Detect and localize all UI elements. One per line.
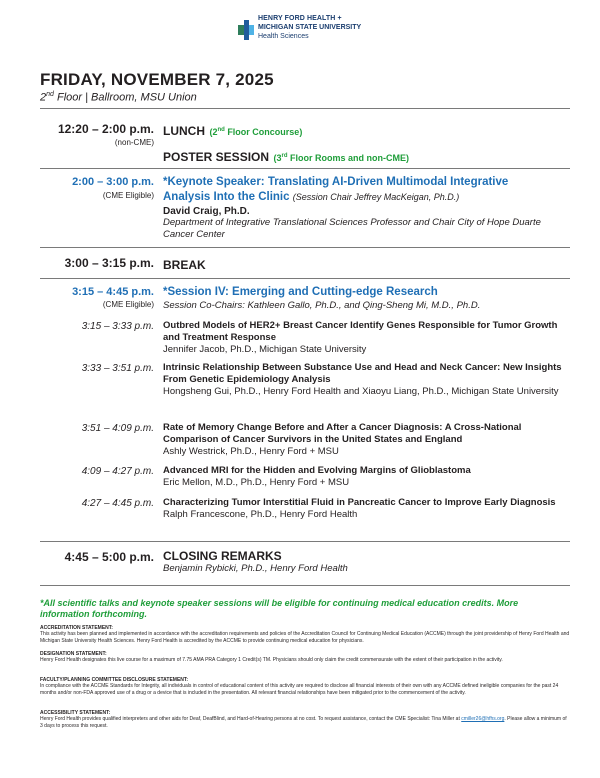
talk-title: Advanced MRI for the Hidden and Evolving Margins of Glioblastoma [163,465,471,476]
keynote-title: *Keynote Speaker: Translating AI-Driven Multimodal Integrative Analysis Into the Clinic (Session Chair Jeffrey MacKeigan, Ph.D.) [163,176,509,203]
email-link[interactable]: cmiller26@hfhs.org [461,716,505,722]
statement-body: Henry Ford Health provides qualified interpreters and other aids for Deaf, DeafBlind, and Hard-of-Hearing persons at no cost. To request assistance, contact the CME Specialist: Tina Miller at cmiller26@hfhs.org. Please allow a minimum of 3 days to process this request. [40,716,567,729]
session-note: (CME Eligible) [102,300,154,309]
disclosure-statement [40,677,570,696]
talk-title: Rate of Memory Change Before and After a Cancer Diagnosis: A Cross-National Comparison of Cancer Survivors in the United States and England [163,422,522,445]
talk-time: 3:15 – 3:33 p.m. [81,321,154,332]
logo-mark-icon [238,20,254,40]
day-title: FRIDAY, NOVEMBER 7, 2025 [40,70,274,89]
talk-item [163,465,563,489]
talk-item [163,497,563,521]
location: 2nd Floor | Ballroom, MSU Union [40,91,197,104]
talk-time: 4:27 – 4:45 p.m. [81,498,154,509]
talk-time: 3:51 – 4:09 p.m. [81,423,154,434]
session-block [163,285,563,312]
statement-heading: FACULTY/PLANNING COMMITTEE DISCLOSURE STATEMENT: [40,677,189,683]
divider [40,108,570,109]
talk-time: 4:09 – 4:27 p.m. [81,466,154,477]
poster-heading [163,148,563,166]
accessibility-statement [40,710,570,729]
session-time: 3:15 – 4:45 p.m. [72,286,154,298]
break-title: BREAK [163,258,206,272]
talk-item [163,320,563,356]
session-chairs: Session Co-Chairs: Kathleen Gallo, Ph.D., and Qing-Sheng Mi, M.D., Ph.D. [163,300,481,311]
talk-item [163,362,563,398]
logo-line-2: MICHIGAN STATE UNIVERSITY [258,24,362,31]
statement-heading: DESIGNATION STATEMENT: [40,651,107,657]
lunch-location: (2nd Floor Concourse) [209,127,303,137]
divider [40,168,570,169]
talk-title: Characterizing Tumor Interstitial Fluid in Pancreatic Cancer to Improve Early Diagnosis [163,497,556,508]
accreditation-statement [40,625,570,644]
statement-heading: ACCREDITATION STATEMENT: [40,625,113,631]
talk-title: Intrinsic Relationship Between Substance Use and Head and Neck Cancer: New Insights From Genetic Epidemiology Analysis [163,362,562,385]
logo [238,14,361,41]
talk-speaker: Eric Mellon, M.D., Ph.D., Henry Ford + MSU [163,477,350,488]
talk-time: 3:33 – 3:51 p.m. [81,363,154,374]
break-time: 3:00 – 3:15 p.m. [64,256,154,270]
divider [40,585,570,586]
keynote-chair: (Session Chair Jeffrey MacKeigan, Ph.D.) [292,192,460,202]
statement-body: This activity has been planned and implemented in accordance with the accreditation requirements and policies of the Accreditation Council for Continuing Medical Education (ACCME) through the joint providership of Henry Ford Health and Michigan State University Health Sciences. Henry Ford Health is accredited by the ACCME to provide continuing medical education for physicians. [40,631,570,644]
talk-speaker: Ashly Westrick, Ph.D., Henry Ford + MSU [163,446,339,457]
poster-location: (3rd Floor Rooms and non-CME) [273,153,409,163]
keynote-speaker: David Craig, Ph.D. [163,206,250,217]
logo-text [258,14,361,41]
designation-statement [40,651,570,664]
keynote-affiliation: Department of Integrative Translational Sciences Professor and Chair City of Hope Duarte Cancer Center [163,217,541,240]
divider [40,247,570,248]
talk-item [163,422,563,458]
talk-speaker: Ralph Francescone, Ph.D., Henry Ford Health [163,509,358,520]
talk-speaker: Jennifer Jacob, Ph.D., Michigan State University [163,344,367,355]
closing-time: 4:45 – 5:00 p.m. [64,550,154,564]
lunch-heading [163,122,563,140]
divider [40,278,570,279]
talk-title: Outbred Models of HER2+ Breast Cancer Identify Genes Responsible for Tumor Growth and Treatment Response [163,320,558,343]
logo-line-3: Health Sciences [258,33,309,40]
talk-speaker: Hongsheng Gui, Ph.D., Henry Ford Health and Xiaoyu Liang, Ph.D., Michigan State University [163,386,559,397]
break-block [163,256,563,274]
logo-line-1: HENRY FORD HEALTH + [258,15,342,22]
cme-note: *All scientific talks and keynote speaker sessions will be eligible for continuing medical education credits. More information forthcoming. [40,598,519,619]
closing-speaker: Benjamin Rybicki, Ph.D., Henry Ford Health [163,563,348,574]
keynote-note: (CME Eligible) [102,191,154,200]
lunch-time: 12:20 – 2:00 p.m. [57,122,154,136]
divider [40,541,570,542]
lunch-note: (non-CME) [114,138,154,147]
keynote-time: 2:00 – 3:00 p.m. [72,176,154,188]
statement-heading: ACCESSIBILITY STATEMENT: [40,710,111,716]
session-title: *Session IV: Emerging and Cutting-edge Research [163,286,438,298]
poster-title: POSTER SESSION [163,150,270,164]
keynote-block [163,175,543,241]
lunch-title: LUNCH [163,124,205,138]
lunch-block [163,122,563,166]
statement-body: Henry Ford Health designates this live course for a maximum of 7.75 AMA PRA Category 1 Credit(s) TM. Physicians should only claim the credit commensurate with the extent of their participation in the activity. [40,657,503,663]
statement-body: In compliance with the ACCME Standards for Integrity, all individuals in control of educational content of this activity are required to disclose all financial interests of their own with any ACCME defined ineligible companies for the past 24 months and/or non-FDA approved use of a drug or a device that is included in the presentation. All relevant financial relationships have been mitigated prior to the commencement of the activity. [40,683,559,696]
closing-title: CLOSING REMARKS [163,549,282,563]
closing-block [163,549,563,575]
